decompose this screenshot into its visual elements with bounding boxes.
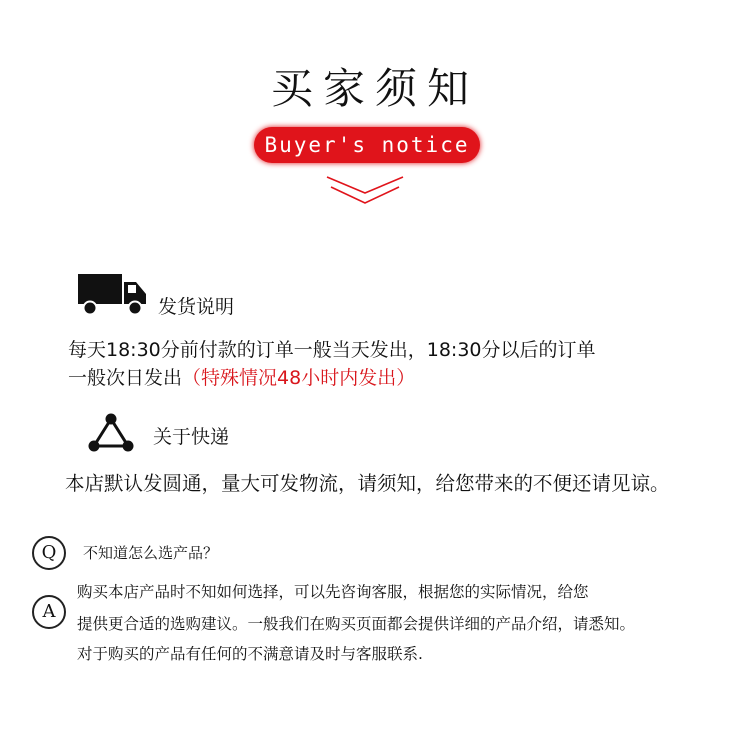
express-text: 本店默认发圆通，量大可发物流，请须知，给您带来的不便还请见谅。 — [65, 472, 670, 495]
shipping-heading: 发货说明 — [158, 296, 235, 318]
shipping-text-line2 — [68, 363, 415, 390]
shipping-text-main: 一般次日发出 — [68, 367, 183, 389]
shipping-text-line1: 每天18:30分前付款的订单一般当天发出，18:30分以后的订单 — [68, 339, 596, 361]
faq-question: 不知道怎么选产品？ — [83, 544, 219, 562]
subtitle-text: Buyer's notice — [264, 133, 470, 157]
network-triangle-icon — [88, 413, 134, 453]
faq-answer-line3: 对于购买的产品有任何的不满意请及时与客服联系. — [77, 645, 423, 663]
answer-icon: A — [32, 595, 66, 629]
shipping-special-note: （特殊情况48小时内发出） — [182, 367, 416, 389]
faq-answer-line1: 购买本店产品时不知如何选择，可以先咨询客服，根据您的实际情况，给您 — [77, 583, 589, 601]
question-icon: Q — [32, 536, 66, 570]
page-title: 买家须知 — [270, 64, 479, 113]
express-heading: 关于快递 — [153, 426, 230, 448]
faq-answer-line2: 提供更合适的选购建议。一般我们在购买页面都会提供详细的产品介绍，请悉知。 — [77, 615, 636, 633]
double-chevron-down-icon — [325, 175, 405, 209]
subtitle-badge — [254, 127, 480, 163]
truck-icon — [78, 274, 148, 316]
